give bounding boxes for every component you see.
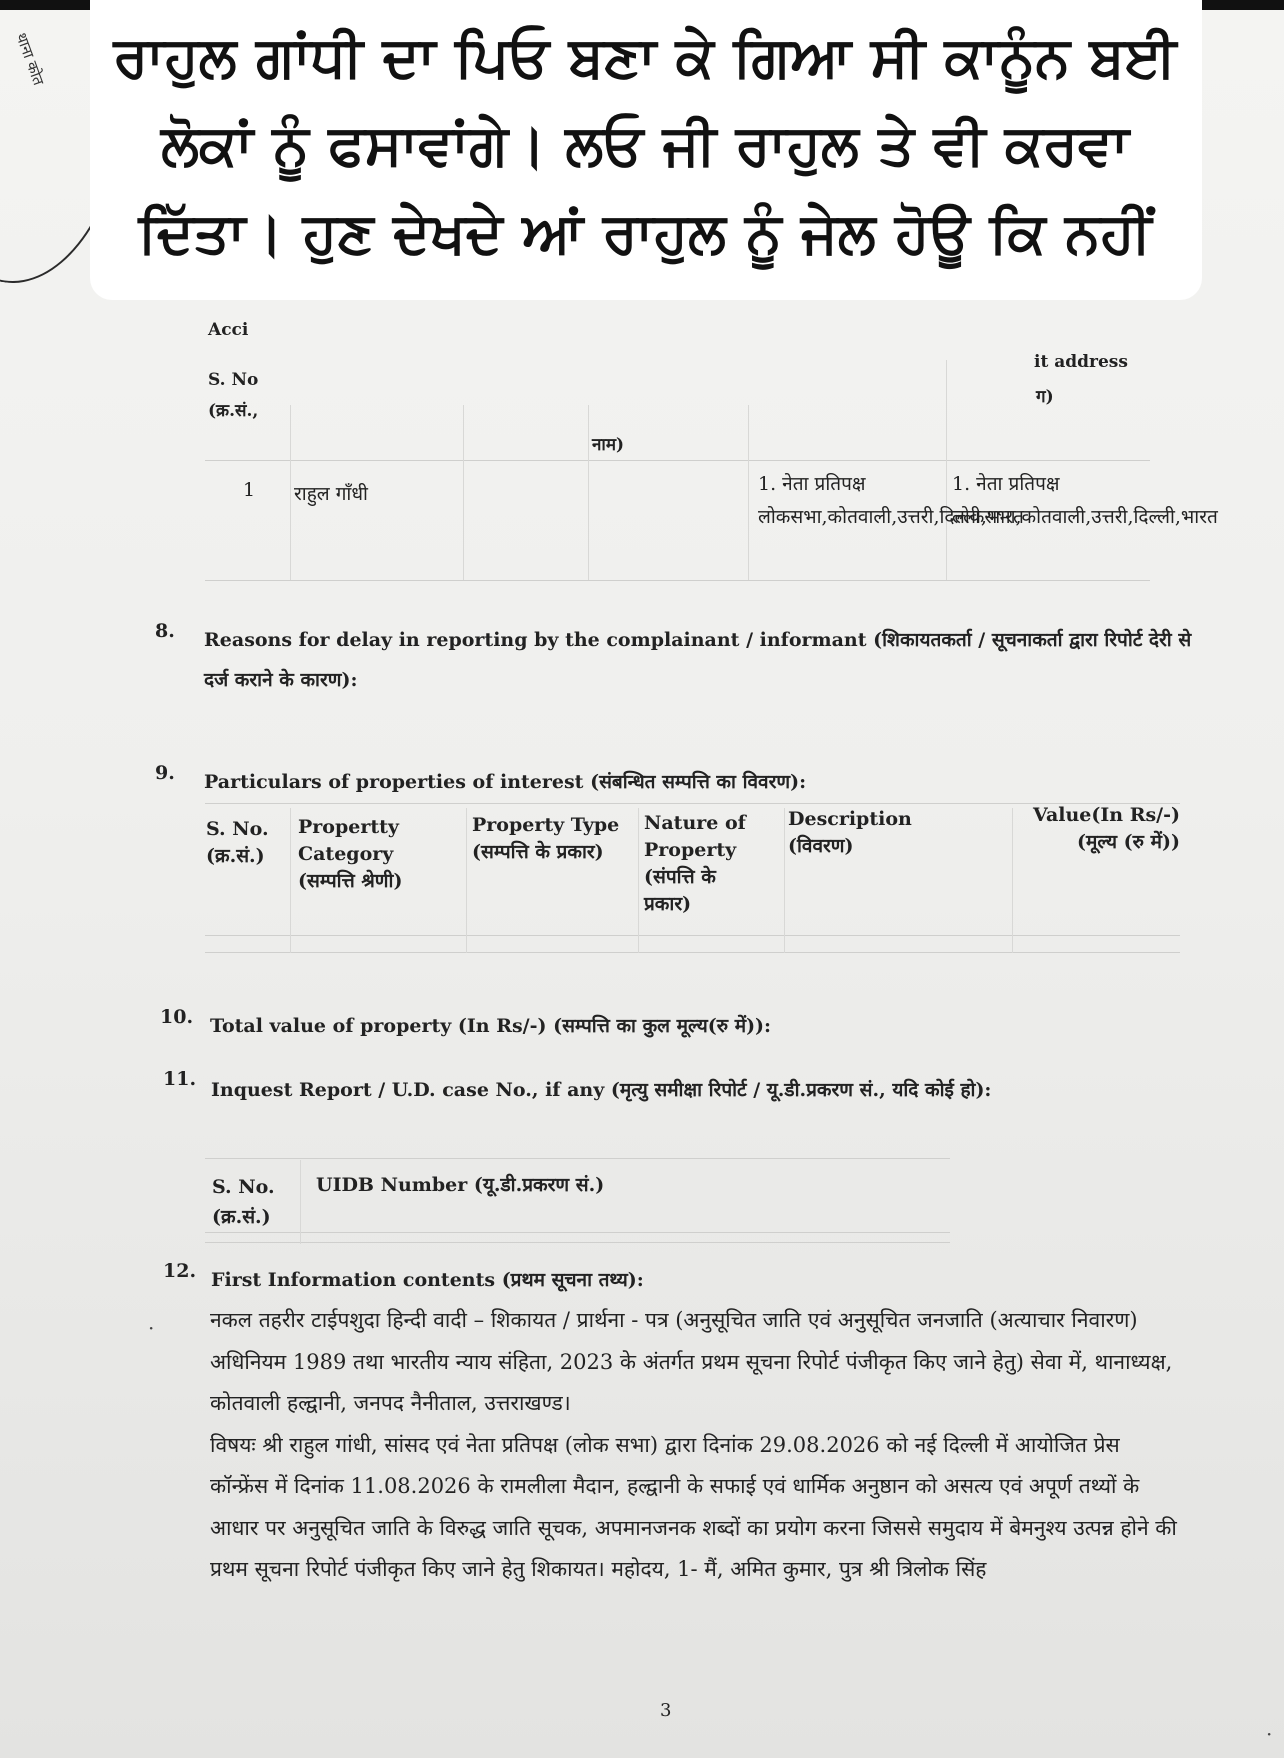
- table-rule: [205, 1158, 950, 1159]
- table-rule: [205, 1242, 950, 1243]
- property-col-description: Description (विवरण): [788, 808, 912, 857]
- table-col-rule: [588, 405, 589, 580]
- accused-heading-fragment: Acci: [208, 320, 249, 340]
- table-col-rule: [748, 405, 749, 580]
- first-information-contents: [210, 1300, 1180, 1591]
- accused-name: राहुल गाँधी: [294, 483, 368, 505]
- accused-address-fragment: it address: [1034, 352, 1128, 372]
- accused-address-hi-fragment: ग): [1036, 387, 1054, 407]
- property-col-nature: Nature of Property (संपत्ति के प्रकार): [644, 812, 746, 915]
- section-number: 10.: [160, 1006, 194, 1028]
- property-col-type: Property Type (सम्पत्ति के प्रकार): [472, 814, 620, 863]
- accused-sno-fragment: S. No: [208, 370, 259, 390]
- accused-sno-hi-fragment: (क्र.सं.,: [208, 401, 259, 421]
- property-col-sno: S. No. (क्र.सं.): [206, 818, 269, 867]
- table-col-rule: [1012, 808, 1013, 953]
- section-label: First Information contents (प्रथम सूचना तथ्य):: [211, 1269, 644, 1291]
- table-rule: [205, 580, 1150, 581]
- table-rule: [205, 935, 1180, 936]
- accused-permanent-address: 1. नेता प्रतिपक्ष लोकसभा,कोतवाली,उत्तरी,दिल्ली,भारत: [952, 473, 1218, 528]
- accused-name-fragment: नाम): [592, 435, 625, 455]
- section-label: Particulars of properties of interest (संबन्धित सम्पत्ति का विवरण):: [204, 771, 807, 793]
- fir-paragraph-2: विषयः श्री राहुल गांधी, सांसद एवं नेता प्रतिपक्ष (लोक सभा) द्वारा दिनांक 29.08.2026 को नई दिल्ली में आयोजित प्रेस कॉन्फ्रेंस में दिनांक 11.08.2026 के रामलीला मैदान, हल्द्वानी के सफाई एवं धार्मिक अनुष्ठान को असत्य एवं अपूर्ण तथ्यों के आधार पर अनुसूचित जाति के विरुद्ध जाति सूचक, अपमानजनक शब्दों का प्रयोग करना जिससे समुदाय में बेमनुश्य उत्पन्न होने की प्रथम सूचना रिपोर्ट पंजीकृत किए जाने हेतु शिकायत। महोदय, 1- मैं, अमित कुमार, पुत्र श्री त्रिलोक सिंह: [210, 1432, 1177, 1581]
- table-col-rule: [463, 405, 464, 580]
- stamp-text: थाना कोत: [12, 30, 48, 88]
- page-number: 3: [660, 1700, 672, 1721]
- property-col-category: Propertty Category (सम्पत्ति श्रेणी): [298, 816, 403, 892]
- speck: ·: [1266, 1722, 1273, 1746]
- table-col-rule: [290, 405, 291, 580]
- table-rule: [205, 460, 1150, 461]
- caption-text: ਰਾਹੁਲ ਗਾਂਧੀ ਦਾ ਪਿਓ ਬਣਾ ਕੇ ਗਿਆ ਸੀ ਕਾਨੂੰਨ ਬਈ ਲੋਕਾਂ ਨੂੰ ਫਸਾਵਾਂਗੇ। ਲਓ ਜੀ ਰਾਹੁਲ ਤੇ ਵੀ ਕਰਵਾ ਦਿੱਤਾ। ਹੁਣ ਦੇਖਦੇ ਆਂ ਰਾਹੁਲ ਨੂੰ ਜੇਲ ਹੋਊ ਕਿ ਨਹੀਂ: [113, 25, 1177, 266]
- accused-sno: 1: [243, 479, 256, 501]
- table-col-rule: [290, 808, 291, 953]
- section-number: 9.: [155, 762, 175, 784]
- fir-paragraph-1: नकल तहरीर टाईपशुदा हिन्दी वादी – शिकायत / प्रार्थना - पत्र (अनुसूचित जाति एवं अनुसूचित जनजाति (अत्याचार निवारण) अधिनियम 1989 तथा भारतीय न्याय संहिता, 2023 के अंतर्गत प्रथम सूचना रिपोर्ट पंजीकृत किए जाने हेतु) सेवा में, थानाध्यक्ष, कोतवाली हल्द्वानी, जनपद नैनीताल, उत्तराखण्ड।: [210, 1308, 1173, 1415]
- table-rule: [205, 952, 1180, 953]
- section-number: 12.: [163, 1260, 197, 1282]
- table-rule: [205, 1232, 950, 1233]
- speck: ·: [148, 1316, 155, 1340]
- section-label: Inquest Report / U.D. case No., if any (मृत्यु समीक्षा रिपोर्ट / यू.डी.प्रकरण सं., यदि कोई हो):: [211, 1079, 992, 1101]
- table-col-rule: [300, 1160, 301, 1244]
- ud-col-uidb: UIDB Number (यू.डी.प्रकरण सं.): [316, 1174, 605, 1196]
- section-label: Total value of property (In Rs/-) (सम्पत्ति का कुल मूल्य(रु में)):: [210, 1015, 772, 1037]
- section-number: 11.: [163, 1068, 197, 1090]
- accused-present-address: 1. नेता प्रतिपक्ष लोकसभा,कोतवाली,उत्तरी,दिल्ली,भारत: [758, 473, 1024, 528]
- table-col-rule: [784, 808, 785, 953]
- table-col-rule: [638, 808, 639, 953]
- ud-col-sno: S. No. (क्र.सं.): [212, 1176, 275, 1228]
- property-col-value: Value(In Rs/-) (मूल्य (रु में)): [1032, 804, 1180, 853]
- section-label: Reasons for delay in reporting by the complainant / informant (शिकायतकर्ता / सूचनाकर्ता द्वारा रिपोर्ट देरी से दर्ज कराने के कारण):: [204, 629, 1192, 691]
- table-col-rule: [466, 808, 467, 953]
- section-number: 8.: [155, 620, 175, 642]
